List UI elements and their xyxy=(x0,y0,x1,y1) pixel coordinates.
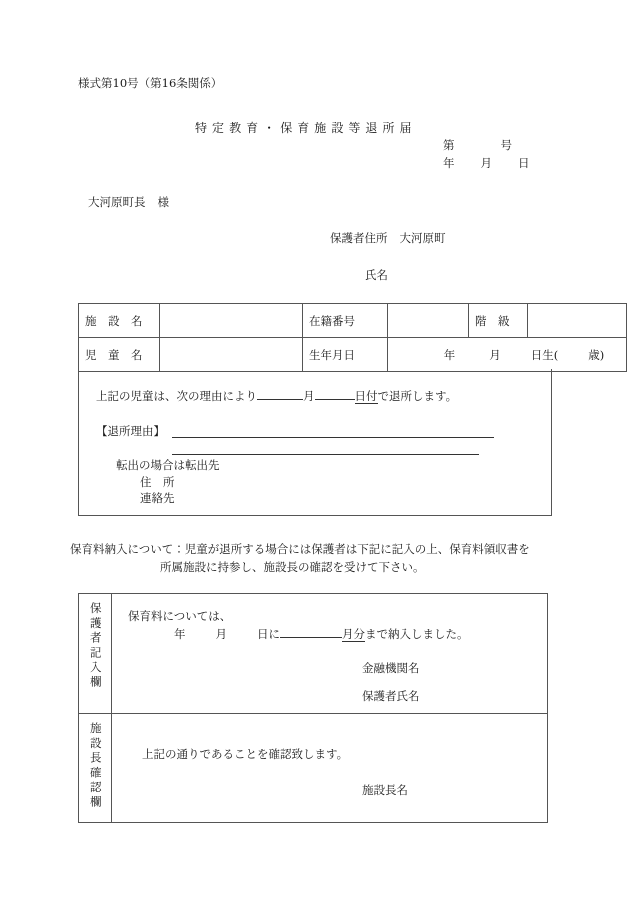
reason-text-line-1[interactable] xyxy=(172,437,494,438)
withdrawal-day-input[interactable] xyxy=(315,399,355,400)
date-month-label: 月 xyxy=(480,156,492,170)
addressee-honorific: 様 xyxy=(157,195,169,209)
payment-intro-text: 保育料については、 xyxy=(128,609,232,623)
payment-year-label: 年 xyxy=(174,627,186,641)
addressee-name: 大河原町長 xyxy=(88,195,146,209)
transfer-contact-label: 連絡先 xyxy=(140,491,175,505)
paid-through-month-input[interactable] xyxy=(280,637,342,638)
payment-notice-line-1: 保育料納入について：児童が退所する場合には保護者は下記に記入の上、保育料領収書を xyxy=(70,542,530,556)
guardian-section-label-cell xyxy=(79,594,112,714)
withdrawal-day-unit: 日付 xyxy=(354,389,378,403)
enrollment-number-input[interactable] xyxy=(388,304,469,338)
payment-month-label: 月 xyxy=(215,627,227,641)
confirmation-statement: 上記の通りであることを確認致します。 xyxy=(142,747,349,761)
form-number: 様式第10号（第16条関係） xyxy=(78,76,223,90)
paid-through-month-unit: 月分 xyxy=(342,627,365,641)
payment-guardian-name-label: 保護者氏名 xyxy=(362,689,420,703)
payment-day-label: 日に xyxy=(257,627,280,641)
class-rank-label: 階 級 xyxy=(469,304,528,338)
table-row xyxy=(79,338,627,372)
guardian-address-line xyxy=(330,230,446,246)
birth-year-label: 年 xyxy=(443,347,456,362)
document-number-line xyxy=(443,137,512,153)
table-row xyxy=(79,304,627,338)
date-year-label: 年 xyxy=(443,156,455,170)
bank-name-label: 金融機関名 xyxy=(362,661,420,675)
withdrawal-statement-suffix: で退所します。 xyxy=(377,389,458,403)
payment-confirmation-table xyxy=(78,593,548,823)
table-row xyxy=(79,714,548,823)
guardian-address-value: 大河原町 xyxy=(399,231,446,245)
payment-tail-text: まで納入しました。 xyxy=(365,627,469,641)
child-info-table xyxy=(78,303,627,372)
enrollment-number-label: 在籍番号 xyxy=(303,304,388,338)
guardian-section-body xyxy=(112,594,547,713)
addressee-line xyxy=(88,194,169,210)
facility-section-body xyxy=(112,714,547,815)
transfer-address-label: 住 所 xyxy=(140,475,175,489)
birth-day-label: 日生( xyxy=(530,347,559,362)
transfer-contact-row xyxy=(140,490,175,506)
withdrawal-month-unit: 月 xyxy=(303,389,315,403)
transfer-note: 転出の場合は転出先 xyxy=(116,458,220,472)
guardian-address-label: 保護者住所 xyxy=(330,231,388,245)
withdrawal-month-input[interactable] xyxy=(257,399,303,400)
guardian-name-label: 氏名 xyxy=(365,268,388,282)
payment-date-row xyxy=(174,626,469,642)
date-day-label: 日 xyxy=(518,156,530,170)
document-date-line xyxy=(443,155,530,171)
birthdate-input[interactable] xyxy=(388,338,627,372)
reason-text-line-2[interactable] xyxy=(172,454,479,455)
facility-section-label: 施設長確認欄 xyxy=(88,722,103,811)
birth-month-label: 月 xyxy=(489,347,501,362)
class-rank-input[interactable] xyxy=(528,304,627,338)
guardian-section-body-cell xyxy=(112,594,548,714)
guardian-section-label: 保護者記入欄 xyxy=(88,602,103,691)
facility-section-body-cell xyxy=(112,714,548,823)
child-name-input[interactable] xyxy=(160,338,303,372)
facility-head-name-label: 施設長名 xyxy=(362,783,408,797)
facility-section-label-cell xyxy=(79,714,112,823)
document-title: 特定教育・保育施設等退所届 xyxy=(195,121,417,135)
transfer-address-row xyxy=(140,474,185,490)
table-row xyxy=(79,594,548,714)
document-number-suffix: 号 xyxy=(500,138,512,152)
birth-age-label: 歳) xyxy=(588,347,605,362)
withdrawal-statement-prefix: 上記の児童は、次の理由により xyxy=(96,389,257,403)
birthdate-label: 生年月日 xyxy=(303,338,388,372)
payment-notice-line-2: 所属施設に持参し、施設長の確認を受けて下さい。 xyxy=(160,560,425,574)
facility-name-input[interactable] xyxy=(160,304,303,338)
withdrawal-statement xyxy=(96,388,457,404)
facility-name-label: 施 設 名 xyxy=(79,304,160,338)
reason-field-label: 【退所理由】 xyxy=(96,424,165,438)
document-number-prefix: 第 xyxy=(443,138,455,152)
child-name-label: 児 童 名 xyxy=(79,338,160,372)
